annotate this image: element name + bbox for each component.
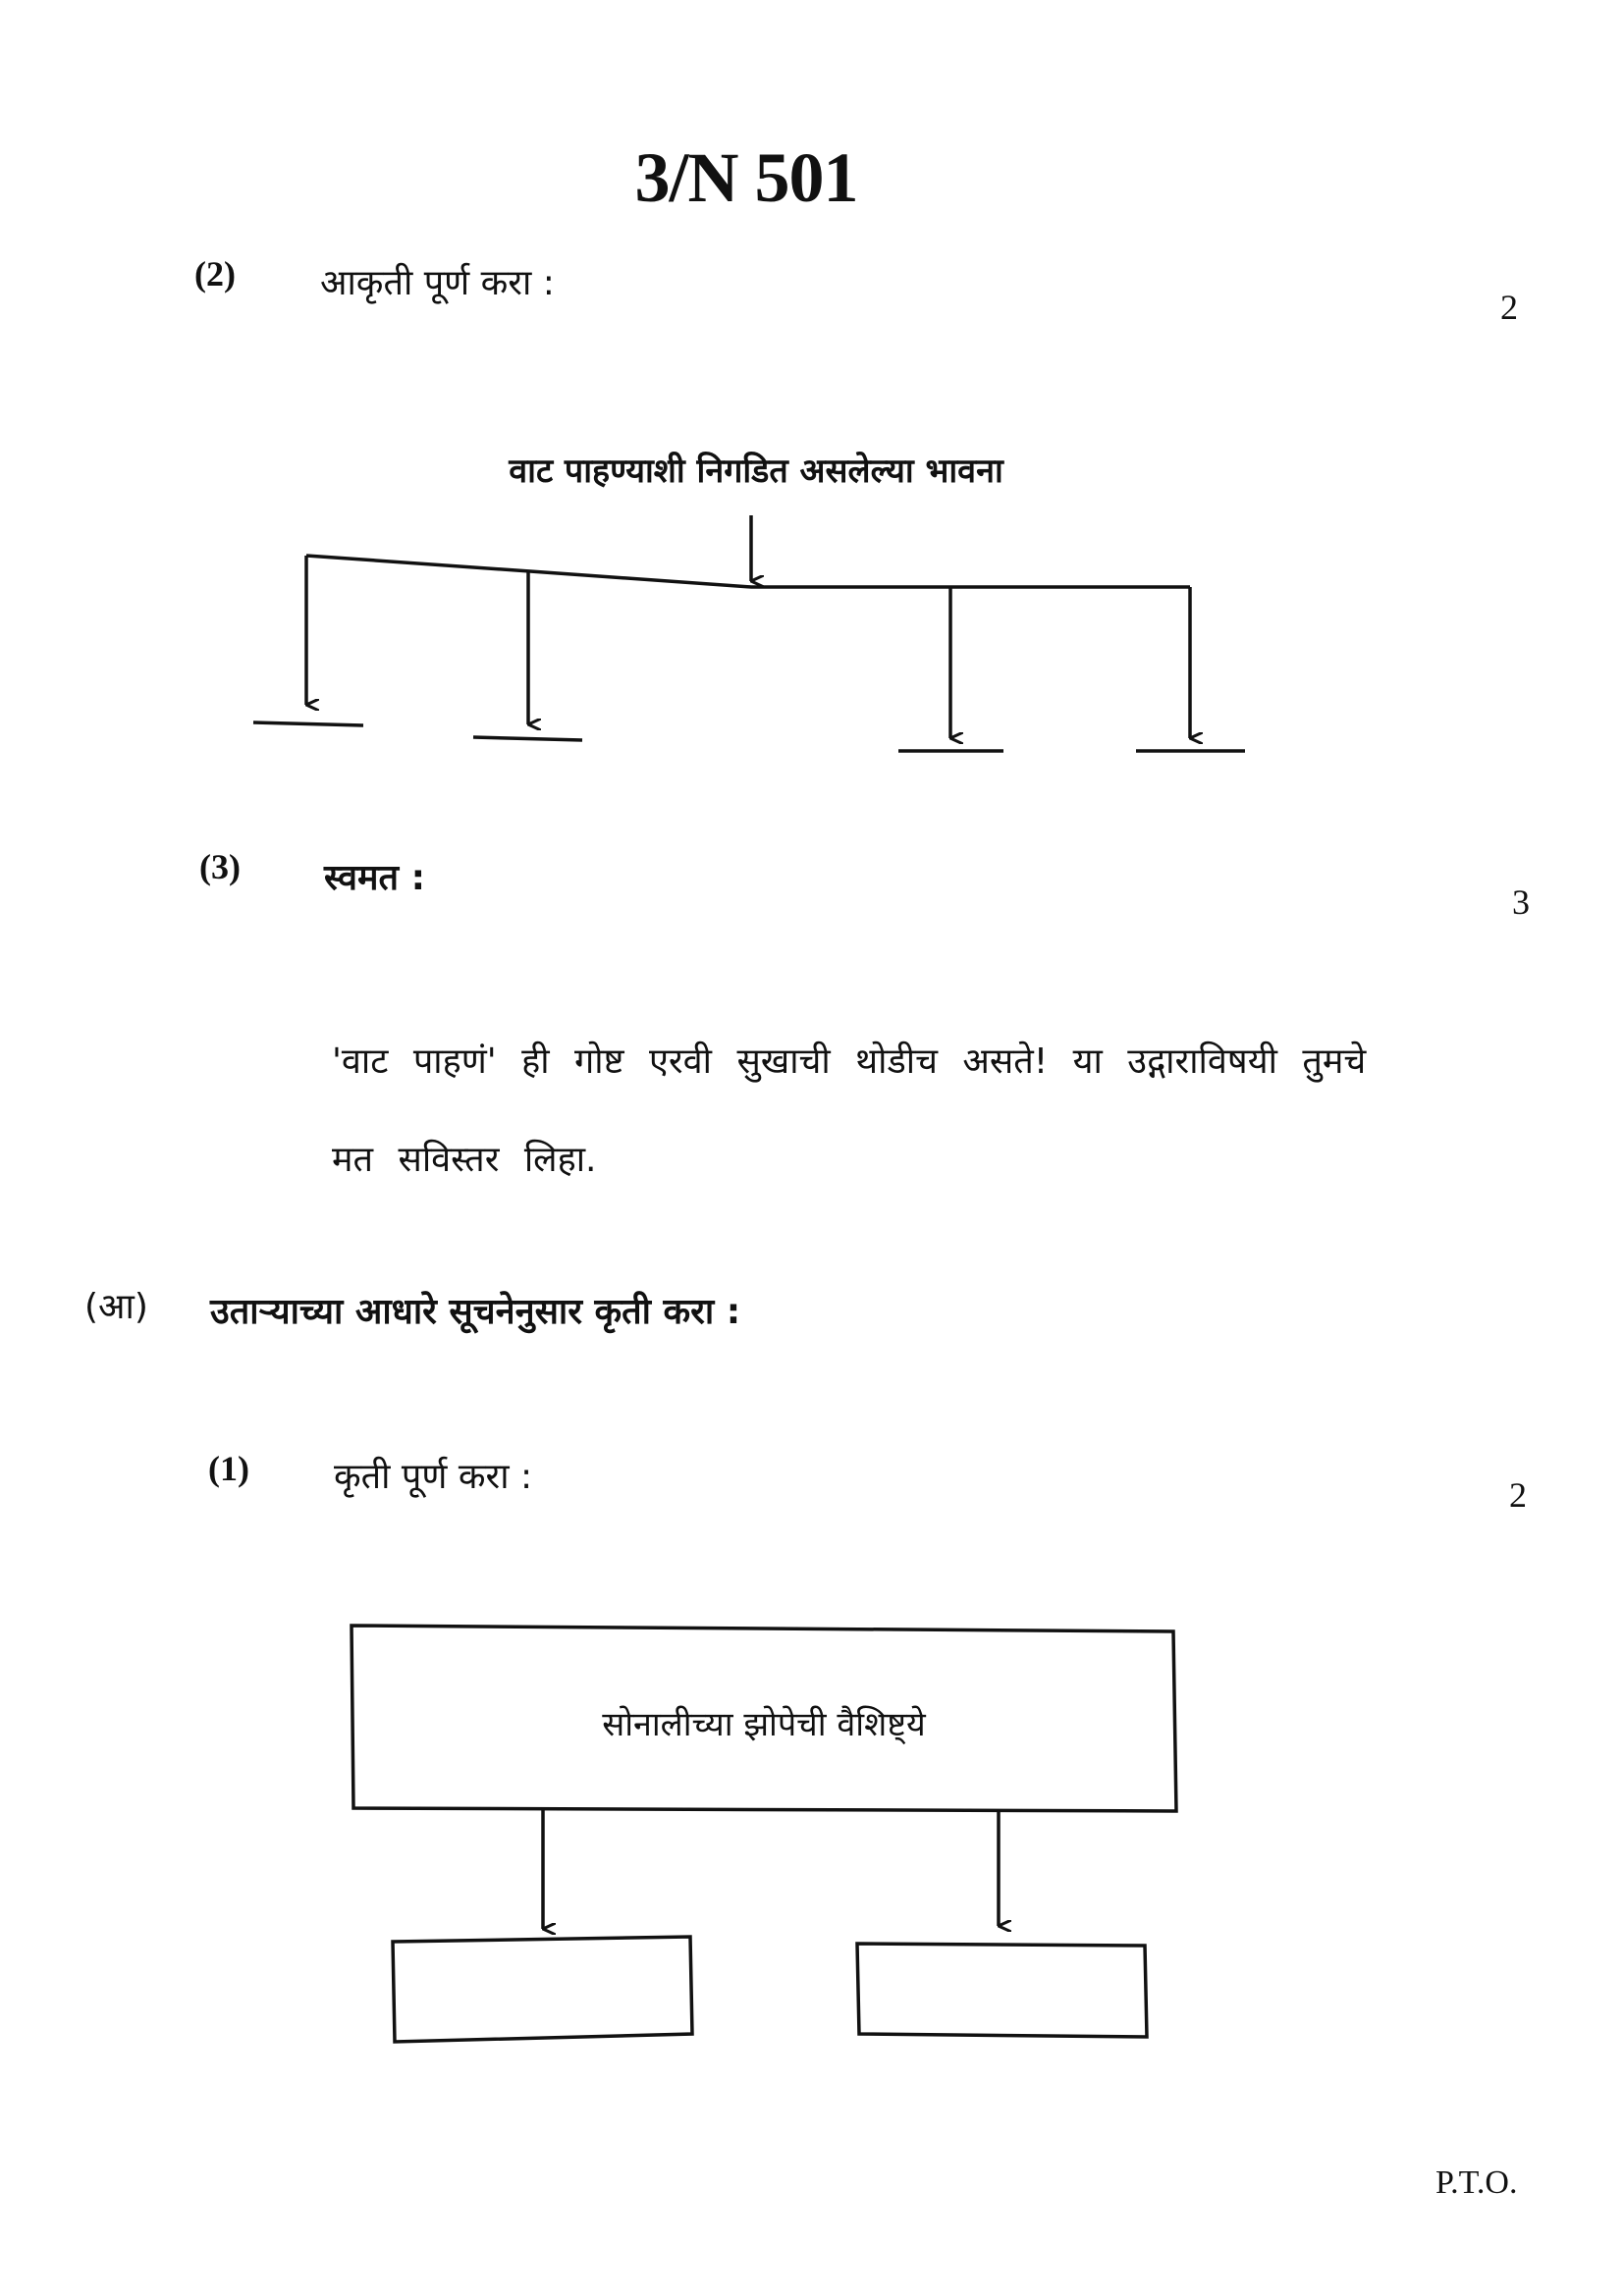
answer-blank	[473, 737, 582, 740]
question-marks: 2	[1500, 288, 1518, 327]
question-number: (1)	[208, 1449, 249, 1488]
question-text-line: 'वाट पाहणं' ही गोष्ट एरवी सुखाची थोडीच असते! या उद्गाराविषयी तुमचे	[332, 1041, 1367, 1082]
question-marks: 3	[1512, 882, 1530, 922]
question-number: (3)	[199, 847, 241, 886]
answer-blank	[253, 722, 363, 725]
question-instruction: आकृती पूर्ण करा :	[320, 263, 555, 303]
question-text-line: मत सविस्तर लिहा.	[332, 1140, 597, 1180]
section-heading: उताऱ्याच्या आधारे सूचनेनुसार कृती करा :	[210, 1292, 741, 1332]
page-turn-note: P.T.O.	[1435, 2164, 1518, 2201]
answer-box	[393, 1937, 692, 2042]
bracket-line	[306, 556, 1190, 587]
question-number: (2)	[194, 254, 236, 294]
concept-box-title: सोनालीच्या झोपेची वैशिष्ट्ये	[602, 1705, 926, 1744]
paper-code: 3/N 501	[634, 138, 858, 217]
question-heading: स्वमत :	[324, 858, 425, 898]
question-instruction: कृती पूर्ण करा :	[334, 1457, 533, 1497]
question-marks: 2	[1509, 1475, 1527, 1515]
diagram-title: वाट पाहण्याशी निगडित असलेल्या भावना	[509, 452, 1003, 491]
answer-box	[857, 1944, 1147, 2037]
section-number: (आ)	[84, 1287, 148, 1327]
